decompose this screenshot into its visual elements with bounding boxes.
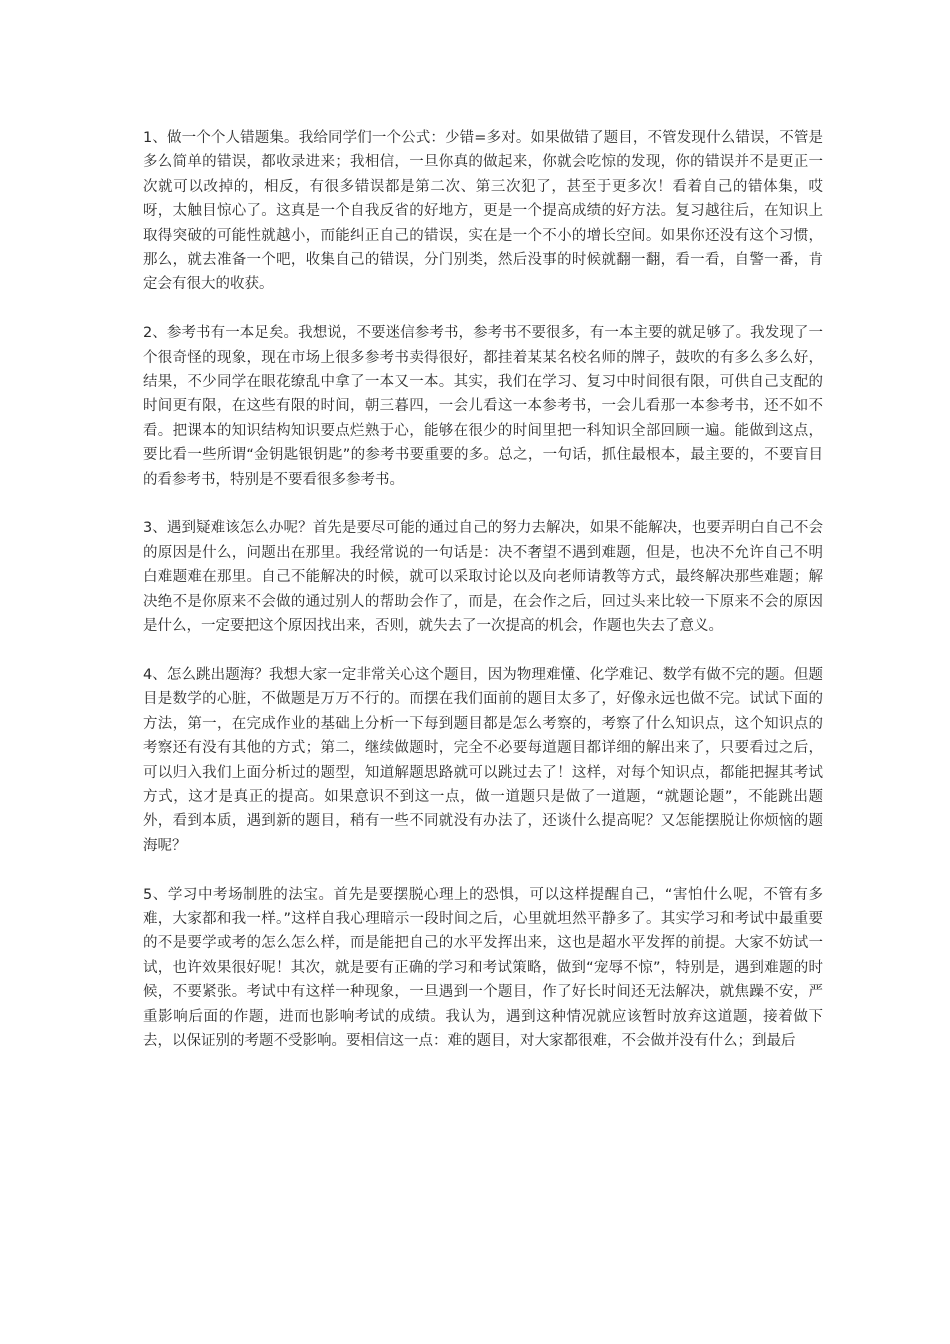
paragraph-4: 4、怎么跳出题海？我想大家一定非常关心这个题目，因为物理难懂、化学难记、数学有做不完的题。但题目是数学的心脏，不做题是万万不行的。而摆在我们面前的题目太多了，好像永远也做不完。试试下面的方法，第一，在完成作业的基础上分析一下每到题目都是怎么考察的，考察了什么知识点，这个知识点的考察还有没有其他的方式；第二，继续做题时，完全不必要每道题目都详细的解出来了，只要看过之后，可以归入我们上面分析过的题型，知道解题思路就可以跳过去了！这样，对每个知识点，都能把握其考试方式，这才是真正的提高。如果意识不到这一点，做一道题只是做了一道题，“就题论题”，不能跳出题外，看到本质，遇到新的题目，稍有一些不同就没有办法了，还谈什么提高呢？又怎能摆脱让你烦恼的题海呢？ [143,666,823,854]
paragraph-5: 5、学习中考场制胜的法宝。首先是要摆脱心理上的恐惧，可以这样提醒自己，“害怕什么呢，不管有多难，大家都和我一样。”这样自我心理暗示一段时间之后，心里就坦然平静多了。其实学习和考试中最重要的不是要学或考的怎么怎么样，而是能把自己的水平发挥出来，这也是超水平发挥的前提。大家不妨试一试，也许效果很好呢！其次，就是要有正确的学习和考试策略，做到“宠辱不惊”，特别是，遇到难题的时候，不要紧张。考试中有这样一种现象，一旦遇到一个题目，作了好长时间还无法解决，就焦躁不安，严重影响后面的作题，进而也影响考试的成绩。我认为，遇到这种情况就应该暂时放弃这道题，接着做下去，以保证别的考题不受影响。要相信这一点：难的题目，对大家都很难，不会做并没有什么；到最后 [143,886,823,1049]
paragraph-1: 1、做一个个人错题集。我给同学们一个公式：少错=多对。如果做错了题目，不管发现什么错误，不管是多么简单的错误，都收录进来；我相信，一旦你真的做起来，你就会吃惊的发现，你的错误并不是更正一次就可以改掉的，相反，有很多错误都是第二次、第三次犯了，甚至于更多次！看着自己的错体集，哎呀，太触目惊心了。这真是一个自我反省的好地方，更是一个提高成绩的好方法。复习越往后，在知识上取得突破的可能性就越小，而能纠正自己的错误，实在是一个不小的增长空间。如果你还没有这个习惯，那么，就去准备一个吧，收集自己的错误，分门别类，然后没事的时候就翻一翻，看一看，自警一番，肯定会有很大的收获。 [143,130,823,293]
paragraph-2: 2、参考书有一本足矣。我想说，不要迷信参考书，参考书不要很多，有一本主要的就足够了。我发现了一个很奇怪的现象，现在市场上很多参考书卖得很好，都挂着某某名校名师的牌子，鼓吹的有多么多么好，结果，不少同学在眼花缭乱中拿了一本又一本。其实，我们在学习、复习中时间很有限，可供自己支配的时间更有限，在这些有限的时间，朝三暮四，一会儿看这一本参考书，一会儿看那一本参考书，还不如不看。把课本的知识结构知识要点烂熟于心，能够在很少的时间里把一科知识全部回顾一遍。能做到这点，要比看一些所谓“金钥匙银钥匙”的参考书要重要的多。总之，一句话，抓住最根本，最主要的，不要盲目的看参考书，特别是不要看很多参考书。 [143,325,823,488]
document-page [143,126,823,1078]
paragraph-3: 3、遇到疑难该怎么办呢？首先是要尽可能的通过自己的努力去解决，如果不能解决，也要弄明白自己不会的原因是什么，问题出在那里。我经常说的一句话是：决不奢望不遇到难题，但是，也决不允许自己不明白难题难在那里。自己不能解决的时候，就可以采取讨论以及向老师请教等方式，最终解决那些难题；解决绝不是你原来不会做的通过别人的帮助会作了，而是，在会作之后，回过头来比较一下原来不会的原因是什么，一定要把这个原因找出来，否则，就失去了一次提高的机会，作题也失去了意义。 [143,520,823,635]
